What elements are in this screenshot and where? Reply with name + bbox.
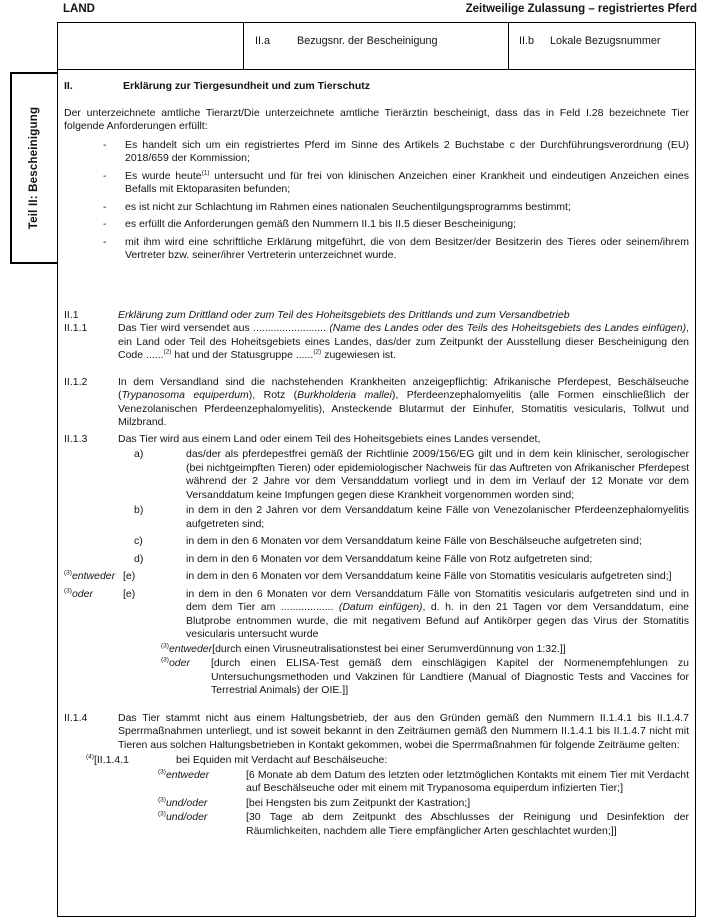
clause-text: bei Equiden mit Verdacht auf Beschälseuche: — [176, 754, 388, 766]
bullet-item — [64, 170, 689, 197]
subclause-b — [64, 504, 689, 531]
subclause-letter: a) — [134, 448, 144, 460]
bullet-dash: - — [103, 218, 107, 230]
subclause-text: in dem in den 6 Monaten vor dem Versanddatum keine Fälle von Rotz aufgetreten sind; — [186, 552, 593, 565]
clause-title: Erklärung zum Drittland oder zum Teil des Hoheitsgebiets des Drittlands und zum Versandbetrieb — [118, 308, 570, 321]
clause-ii1441 — [64, 754, 689, 768]
subclause-e-oder — [64, 588, 689, 642]
bullet-item — [64, 139, 689, 166]
condition-undoder — [64, 797, 689, 811]
part-ii-sidebar-label: Teil II: Bescheinigung — [28, 106, 41, 230]
subclause-letter: b) — [134, 504, 144, 516]
section-ii-heading — [64, 80, 689, 94]
clause-ii13 — [64, 433, 689, 447]
nested-entweder — [64, 643, 689, 657]
clause-number: II.1.4 — [64, 711, 88, 724]
subclause-text: das/der als pferdepestfrei gemäß der Richtlinie 2009/156/EG gilt und in dem kein klinischer, serologischer (bei nichtgeimpften Tieren) oder epidemiologischer Nachweis für das Auftreten von Afrikanischer Pferdepest während der 2 Jahre vor dem Versanddatum vorliegt und in dem im Verlauf der 12 Monate vor dem Versanddatum keine Impfungen gegen diese Krankheit vorgenommen worden sind; — [186, 448, 689, 501]
condition-entweder — [64, 769, 689, 796]
clause-ii12 — [64, 376, 689, 430]
subclause-a — [64, 448, 689, 502]
bullet-text: es erfüllt die Anforderungen gemäß den Nummern II.1 bis II.5 dieser Bescheinigung; — [125, 218, 517, 230]
iia-label: Bezugsnr. der Bescheinigung — [297, 35, 438, 47]
bullet-dash: - — [103, 138, 107, 151]
condition-undoder — [64, 811, 689, 838]
subclause-e-entweder — [64, 570, 689, 584]
reference-cell-iia — [243, 23, 508, 69]
entweder-label: $^{(3)}$entweder — [64, 569, 116, 582]
subclause-text: in dem in den 6 Monaten vor dem Versanddatum Fälle von Stomatitis vesicularis aufgetreten sind und in dem dem Tier am .................. (Datum einfügen), d. h. in den 21 Tagen vor dem Versanddatum, eine Blutprobe entnommen wurde, die mit negativem Befund auf Antikörper gegen das Virus der Stomatitis vesicularis untersucht wurde — [186, 587, 690, 640]
undoder-label: $^{(3)}$und/oder — [158, 796, 208, 809]
iib-label: Lokale Bezugsnummer — [550, 35, 661, 47]
section-ii-title: Erklärung zur Tiergesundheit und zum Tierschutz — [123, 80, 370, 92]
certificate-body — [57, 22, 696, 917]
subclause-text: in dem in den 6 Monaten vor dem Versanddatum keine Fälle von Beschälseuche aufgetreten sind; — [186, 535, 642, 547]
page-header — [57, 3, 698, 15]
clause-number: II.1.3 — [64, 432, 88, 445]
bullet-item — [64, 201, 689, 215]
subclause-letter: [e) — [123, 570, 136, 582]
clause-number: II.1.1 — [64, 322, 88, 334]
bullet-text: Es handelt sich um ein registriertes Pferd im Sinne des Artikels 2 Buchstabe c der Durchführungsverordnung (EU) 2018/659 der Kommission; — [125, 138, 689, 164]
condition-text: [6 Monate ab dem Datum des letzten oder letztmöglichen Kontakts mit einem Tier mit Verdacht auf Beschälseuche oder mit einem mit Trypanosoma equiperdum infizierten Tier;] — [246, 768, 689, 794]
clause-number: $^{(4)}$[II.1.4.1 — [86, 753, 129, 766]
oder-label: $^{(3)}$oder — [64, 587, 93, 600]
clause-ii11 — [64, 322, 689, 363]
undoder-label: $^{(3)}$und/oder — [158, 810, 208, 823]
iib-code: II.b — [519, 35, 535, 47]
clause-text: Das Tier wird aus einem Land oder einem Teil des Hoheitsgebiets eines Landes versendet, — [118, 432, 541, 445]
clause-number: II.1 — [64, 308, 79, 321]
condition-text: [bei Hengsten bis zum Zeitpunkt der Kastration;] — [246, 796, 471, 809]
country-label: LAND — [63, 3, 95, 15]
nested-text: [durch einen ELISA-Test gemäß dem einschlägigen Kapitel der Normenempfehlungen zu Untersuchungsmethoden und Vakzinen für Landtiere (Manual of Diagnostic Tests and Vaccines for Terrestrial Animals) der OIE.]] — [211, 657, 689, 696]
certificate-title: Zeitweilige Zulassung – registriertes Pferd — [465, 3, 697, 15]
intro-paragraph: Der unterzeichnete amtliche Tierarzt/Die unterzeichnete amtliche Tierärztin bescheinigt, dass das in Feld I.28 bezeichnete Tier folgende Anforderungen erfüllt: — [64, 106, 689, 132]
reference-cell-empty — [58, 23, 243, 69]
subclause-d — [64, 553, 689, 567]
reference-row — [58, 23, 695, 70]
subclause-text: in dem in den 2 Jahren vor dem Versanddatum keine Fälle von Venezolanischer Pferdeenzephalomyelitis aufgetreten sind; — [186, 504, 689, 530]
reference-cell-iib — [508, 23, 695, 69]
clause-text: Das Tier stammt nicht aus einem Haltungsbetrieb, der aus den Gründen gemäß den Nummern II.1.4.1 bis II.1.4.7 Sperrmaßnahmen unterliegt, und ist soweit bekannt in den Zeiträumen gemäß den Nummern II.1.4.1 bis II.1.4.7 nicht mit Tieren aus solchen Haltungsbetrieben in Kontakt gekommen, wobei die Sperrmaßnahmen für folgende Zeiträume gelten: — [118, 711, 689, 751]
bullet-item — [64, 236, 689, 263]
bullet-dash: - — [103, 235, 107, 248]
section-ii-number: II. — [64, 80, 73, 92]
bullet-item — [64, 218, 689, 232]
subclause-text: in dem in den 6 Monaten vor dem Versanddatum keine Fälle von Stomatitis vesicularis aufgetreten sind;] — [186, 570, 672, 582]
nested-text: [durch einen Virusneutralisationstest bei einer Serumverdünnung von 1:32.]] — [212, 642, 566, 655]
clause-ii1-heading — [64, 309, 689, 323]
subclause-letter: d) — [134, 552, 144, 565]
subclause-letter: c) — [134, 535, 143, 547]
bullet-text: Es wurde heute$^{(1)}$ untersucht und für frei von klinischen Anzeichen einer Krankheit und eindeutigen Anzeichen eines Befalls mit Ektoparasiten befunden; — [125, 169, 689, 195]
clause-number: II.1.2 — [64, 375, 88, 388]
subclause-letter: [e) — [123, 587, 136, 600]
bullet-dash: - — [103, 200, 107, 213]
certificate-content — [58, 70, 695, 838]
bullet-text: mit ihm wird eine schriftliche Erklärung mitgeführt, die von dem Besitzer/der Besitzerin des Tieres oder seinem/ihrem Vertreter bzw. seiner/ihrer Vertreterin unterzeichnet wurde. — [125, 235, 689, 261]
entweder-label: $^{(3)}$entweder — [158, 768, 210, 781]
oder-label: $^{(3)}$oder — [161, 656, 190, 669]
nested-oder — [64, 657, 689, 698]
iia-code: II.a — [255, 35, 271, 47]
bullet-text: es ist nicht zur Schlachtung im Rahmen eines nationalen Seuchentilgungsprogramms bestimmt; — [125, 200, 571, 213]
part-ii-sidebar — [10, 72, 59, 264]
bullet-dash: - — [103, 169, 107, 182]
subclause-c — [64, 535, 689, 549]
clause-ii14 — [64, 712, 689, 753]
entweder-label: $^{(3)}$entweder — [161, 642, 213, 655]
clause-text: Das Tier wird versendet aus ......................... (Name des Landes oder des Teils des Hoheitsgebiets des Landes einfügen), ein Land oder Teil des Hoheitsgebiets eines Landes, das/der zum Zeitpunkt der Ausstellung dieser Bescheinigung den Code ......$^{(2)}$ hat und der Statusgruppe ......$^{(2)}$ zugewiesen ist. — [118, 322, 689, 361]
clause-text: In dem Versandland sind die nachstehenden Krankheiten anzeigepflichtig: Afrikanische Pferdepest, Beschälseuche (Trypanosoma equiperdum), Rotz (Burkholderia mallei), Pferdeenzephalomyelitis (alle Formen einschließlich der Venezolanischen Pferdeenzephalomyelitis), Ansteckende Blutarmut der Einhufer, Stomatitis vesicularis, Tollwut und Milzbrand. — [118, 375, 689, 428]
condition-text: [30 Tage ab dem Zeitpunkt des Abschlusses der Reinigung und Desinfektion der Räumlichkeiten, nachdem alle Tiere empfänglicher Arten geschlachtet wurden;]] — [246, 811, 689, 837]
